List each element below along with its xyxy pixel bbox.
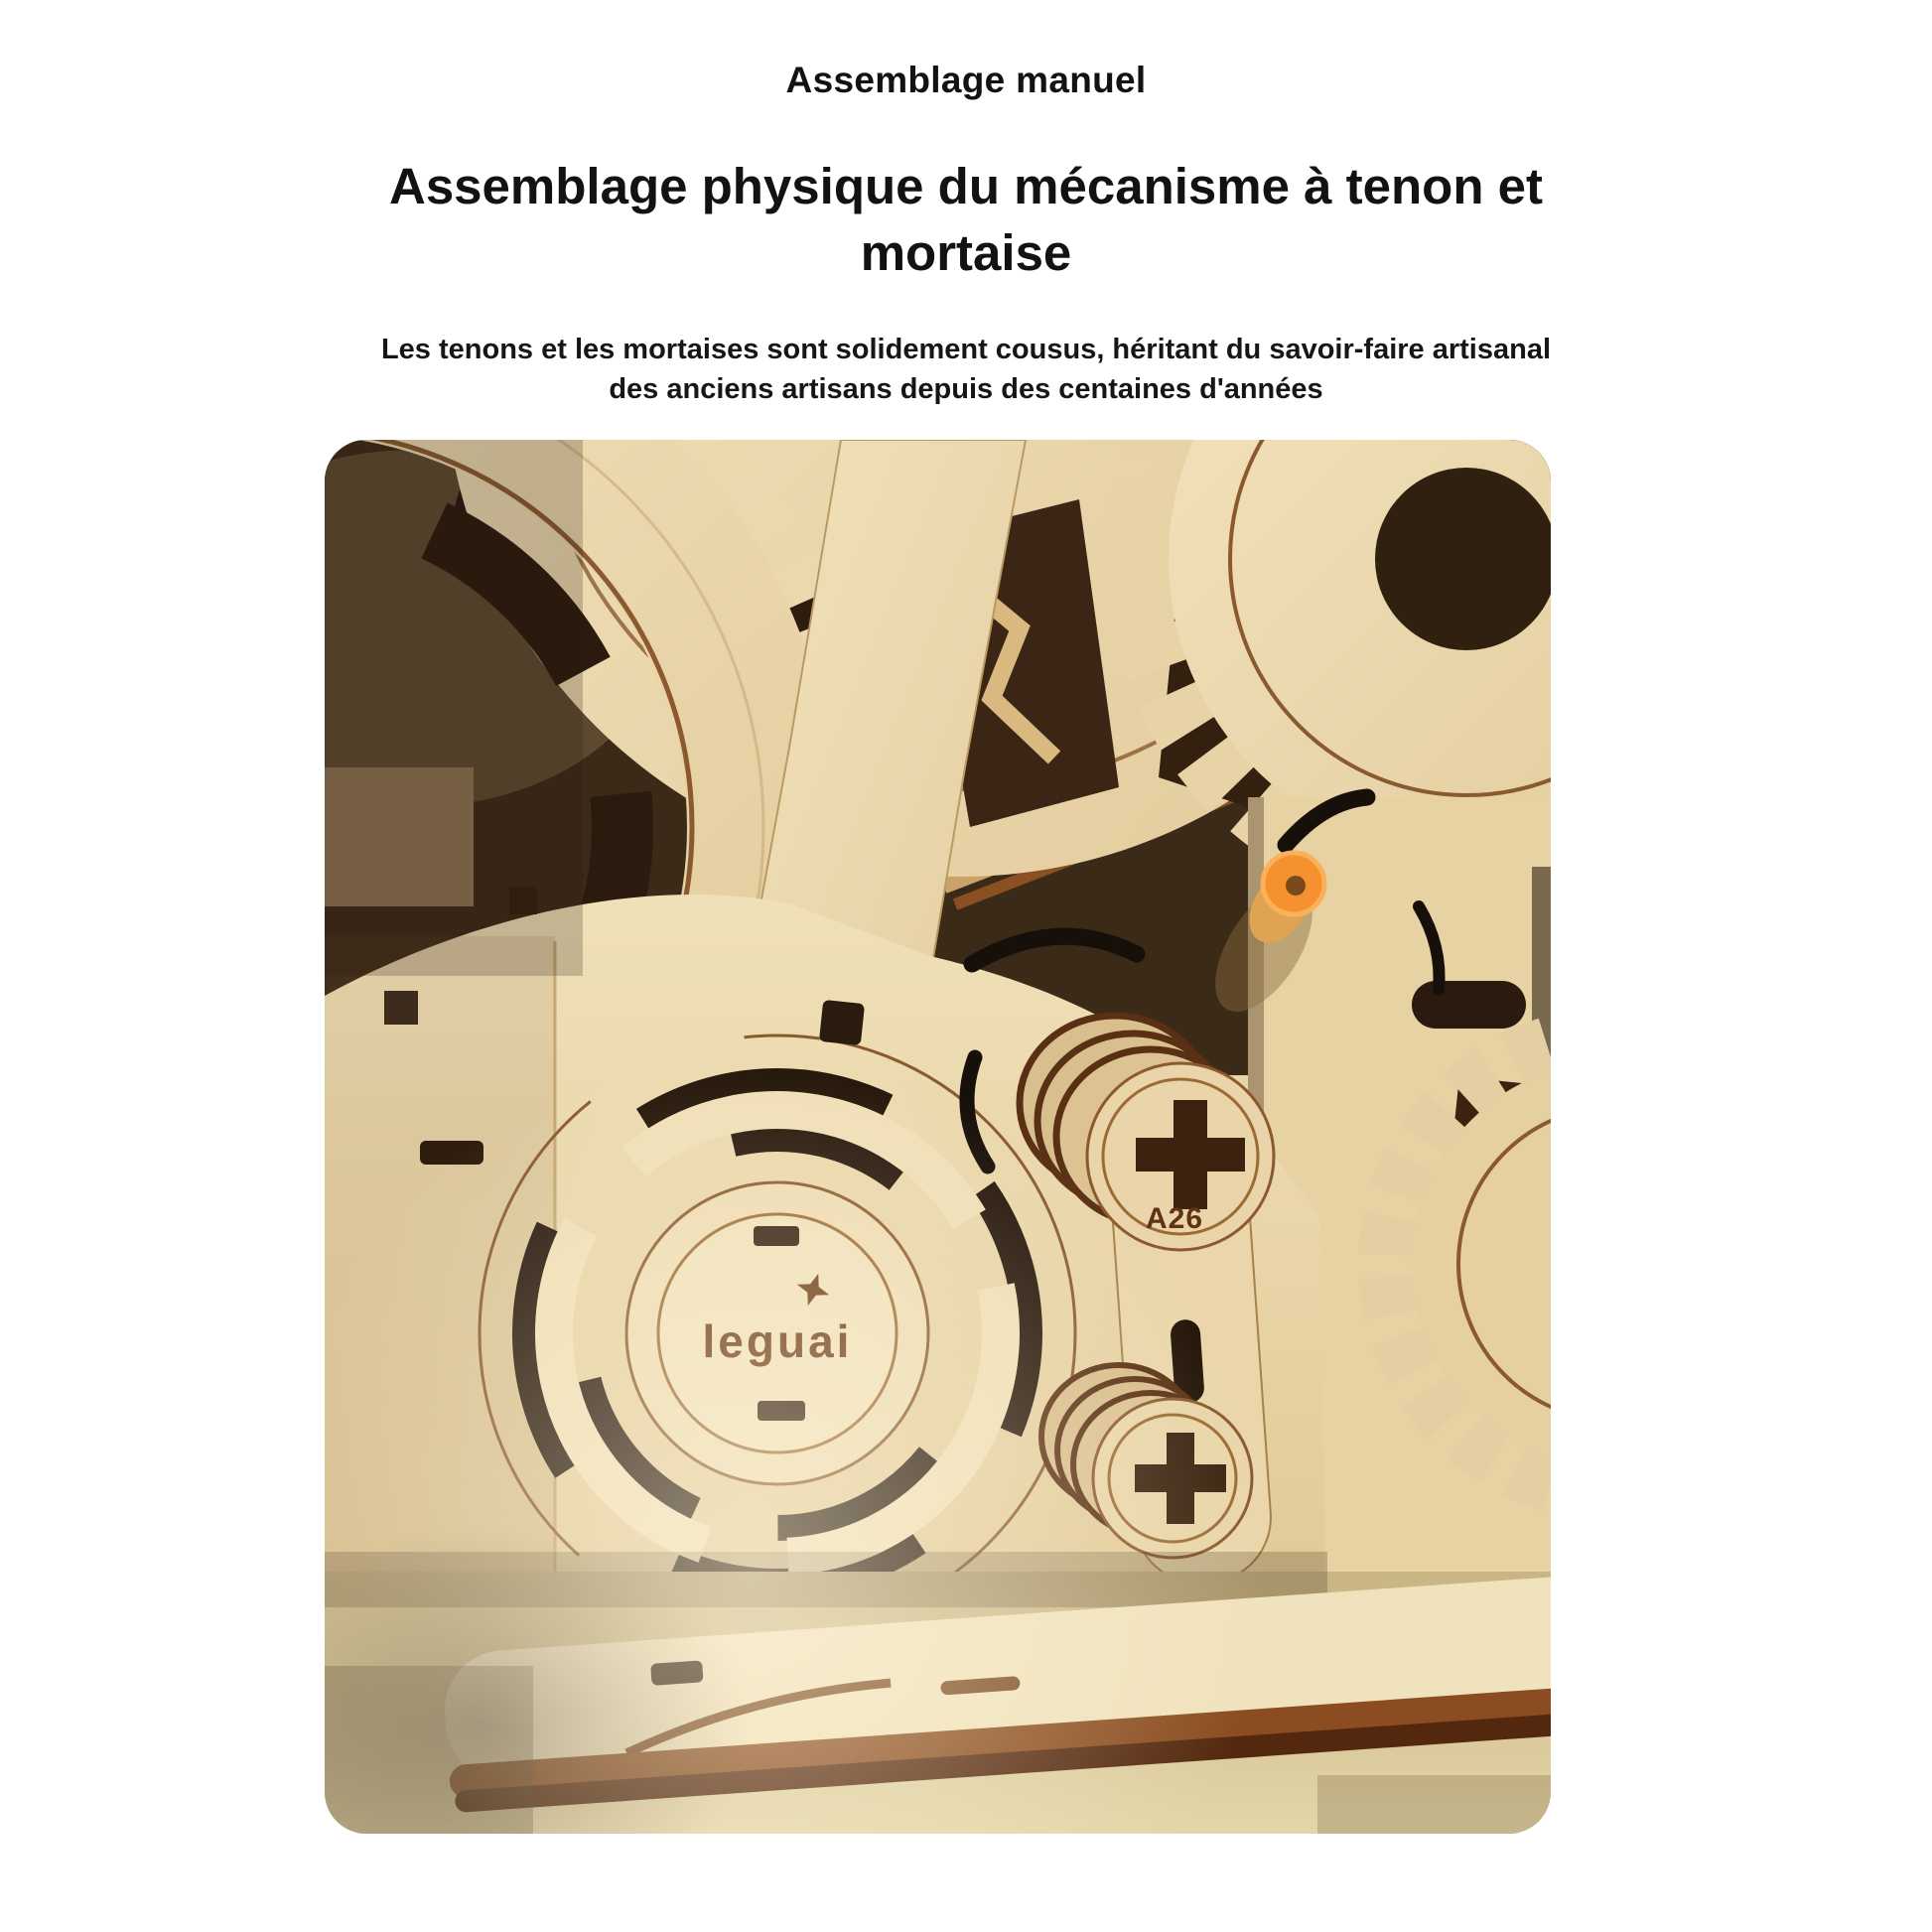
section-title-line-2: mortaise — [860, 224, 1072, 281]
section-title — [271, 153, 1661, 286]
plate-square-hole — [819, 1000, 865, 1045]
product-photo — [325, 440, 1551, 1834]
section-title-line-1: Assemblage physique du mécanisme à tenon et — [388, 158, 1544, 214]
part-label-text: A26 — [1145, 1202, 1204, 1235]
section-subtitle — [271, 330, 1661, 409]
section-subtitle-line-2: des anciens artisans depuis des centaines d'années — [609, 373, 1323, 405]
product-photo-illustration — [325, 440, 1551, 1834]
plate-slot — [1412, 981, 1526, 1029]
section-eyebrow: Assemblage manuel — [785, 60, 1147, 100]
section-subtitle-line-1: Les tenons et les mortaises sont solidement cousus, héritant du savoir-faire artisanal — [380, 334, 1552, 365]
